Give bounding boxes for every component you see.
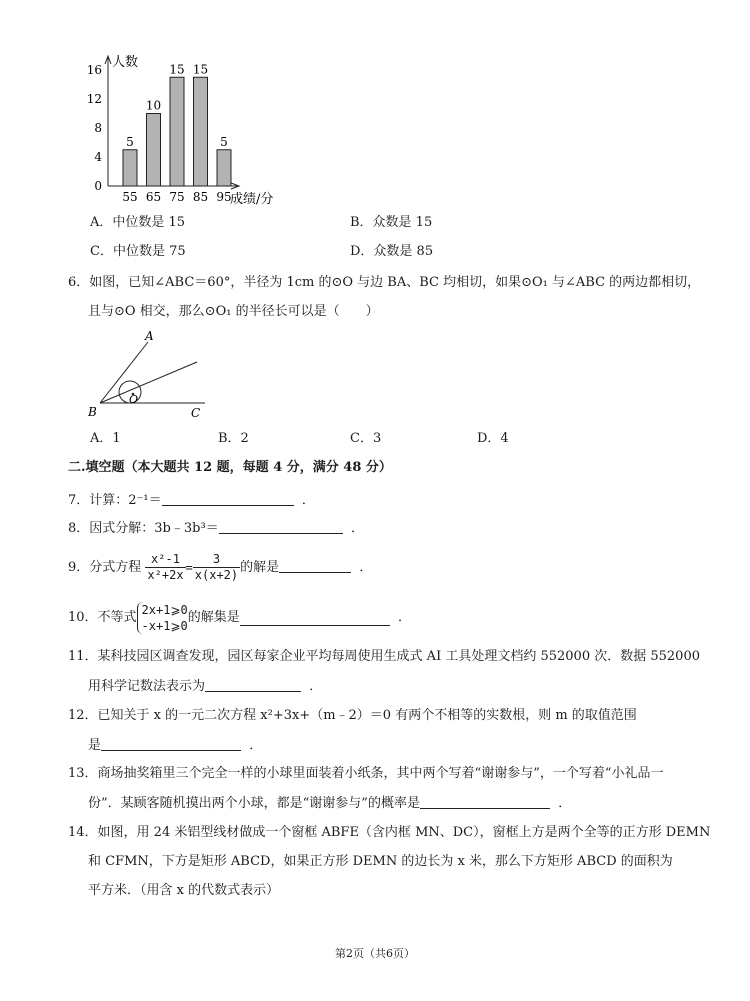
q7-period: ．	[301, 493, 315, 508]
bar	[194, 77, 208, 186]
label-c: C	[191, 406, 201, 420]
page-footer: 第2页（共6页）	[335, 947, 415, 960]
q8-text: 8．因式分解：3b﹣3b³＝	[68, 521, 219, 536]
label-b: B	[88, 405, 97, 419]
q12-line-1: 12．已知关于 x 的一元二次方程 x²+3x+（m﹣2）＝0 有两个不相等的实数根，则 m 的取值范围	[68, 708, 637, 723]
bar-value-label: 10	[145, 98, 162, 113]
q12-line-2	[88, 736, 262, 755]
x-tick-label: 75	[169, 190, 185, 204]
q14-line-1: 14．如图，用 24 米铝型线材做成一个窗框 ABFE（含内框 MN、DC），窗框上方是两个全等的正方形 DEMN	[68, 825, 711, 840]
q12-period: ．	[249, 738, 263, 753]
q10-period: ．	[398, 610, 412, 625]
y-tick-label: 8	[94, 121, 102, 135]
q6-option-b: B．2	[218, 431, 249, 446]
q9-numerator-left: x²-1	[145, 552, 185, 568]
x-axis-title: 成绩/分	[230, 192, 274, 207]
x-tick-label: 85	[192, 190, 209, 204]
q9-denominator-right: x(x+2)	[194, 568, 239, 582]
q11-period: ．	[309, 679, 323, 694]
q9-equals: =	[185, 560, 193, 575]
x-tick-label: 55	[122, 190, 138, 204]
bar-value-label: 15	[192, 62, 209, 77]
x-tick-label: 95	[216, 190, 232, 204]
q13-text: 份”．某顾客随机摸出两个小球，都是“谢谢参与”的概率是	[88, 796, 420, 811]
q12-text: 是	[88, 738, 102, 753]
q10-text: 10．不等式	[68, 610, 137, 625]
q5-option-d: D．众数是 85	[350, 244, 434, 259]
q10-inequality-system	[137, 602, 188, 634]
q13-period: ．	[558, 796, 572, 811]
q12-answer-blank[interactable]	[101, 736, 241, 751]
q10-row-1: 2x+1⩾0	[141, 603, 188, 617]
q9-period: ．	[359, 560, 373, 575]
x-tick-label: 65	[145, 190, 162, 204]
ray-upper	[100, 362, 197, 403]
section-2-heading: 二.填空题（本大题共 12 题，每题 4 分，满分 48 分）	[68, 460, 392, 475]
q6-option-a: A．1	[90, 431, 121, 446]
q6-line-2: 且与⊙O 相交，那么⊙O₁ 的半径长可以是（ ）	[88, 304, 379, 319]
y-tick-label: 0	[94, 179, 102, 193]
q5-option-c: C．中位数是 75	[90, 244, 186, 259]
angle-circle-figure	[85, 328, 215, 423]
q10-answer-blank[interactable]	[240, 611, 390, 626]
bar-value-label: 5	[126, 134, 134, 149]
q13-answer-blank[interactable]	[420, 794, 550, 809]
q8-answer-blank[interactable]	[219, 519, 343, 534]
q9-fraction-left	[145, 552, 185, 583]
q9-fraction-right	[193, 552, 240, 583]
q14-line-3: 平方米．（用含 x 的代数式表示）	[88, 883, 280, 898]
q6-option-d: D．4	[477, 431, 509, 446]
q8-period: ．	[350, 521, 364, 536]
q11-text: 用科学记数法表示为	[88, 679, 206, 694]
q9-numerator-right: 3	[193, 552, 240, 568]
q13-line-1: 13．商场抽奖箱里三个完全一样的小球里面装着小纸条，其中两个写着“谢谢参与”，一个写着“小礼品一	[68, 766, 664, 781]
q7-answer-blank[interactable]	[162, 491, 294, 506]
bar	[147, 114, 161, 187]
label-a: A	[145, 329, 154, 343]
bar	[217, 150, 231, 186]
y-axis-title: 人数	[112, 55, 139, 70]
q5-option-a: A．中位数是 15	[90, 215, 186, 230]
q13-line-2	[88, 794, 571, 813]
y-tick-label: 12	[86, 92, 102, 106]
bar	[123, 150, 137, 186]
bar-value-label: 5	[220, 134, 228, 149]
q6-option-c: C．3	[350, 431, 382, 446]
score-bar-chart	[80, 50, 290, 210]
label-o: O	[129, 393, 139, 406]
q10-row-2: -x+1⩾0	[141, 619, 188, 633]
q11-line-1: 11．某科技园区调查发现，园区每家企业平均每周使用生成式 AI 工具处理文档约 552000 次．数据 552000	[68, 649, 700, 664]
q10	[68, 602, 411, 634]
y-tick-label: 16	[86, 63, 102, 77]
q9-text: 9．分式方程	[68, 560, 142, 575]
q7-text: 7．计算：2⁻¹＝	[68, 493, 162, 508]
y-tick-label: 4	[94, 150, 102, 164]
q11-answer-blank[interactable]	[205, 677, 301, 692]
q9-mid: 的解是	[240, 560, 280, 575]
q6-line-1: 6．如图，已知∠ABC＝60°，半径为 1cm 的⊙O 与边 BA、BC 均相切，如果⊙O₁ 与∠ABC 的两边都相切，	[68, 275, 701, 290]
q5-option-b: B．众数是 15	[350, 215, 433, 230]
q8	[68, 519, 364, 538]
q14-line-2: 和 CFMN，下方是矩形 ABCD，如果正方形 DEMN 的边长为 x 米，那么下方矩形 ABCD 的面积为	[88, 854, 673, 869]
q9-denominator-left: x²+2x	[147, 568, 184, 582]
bar-value-label: 15	[169, 62, 185, 77]
q11-line-2	[88, 677, 322, 696]
q7	[68, 491, 315, 510]
q9-answer-blank[interactable]	[279, 558, 351, 573]
q9	[68, 552, 372, 583]
bar	[170, 77, 184, 186]
q10-mid: 的解集是	[187, 610, 240, 625]
